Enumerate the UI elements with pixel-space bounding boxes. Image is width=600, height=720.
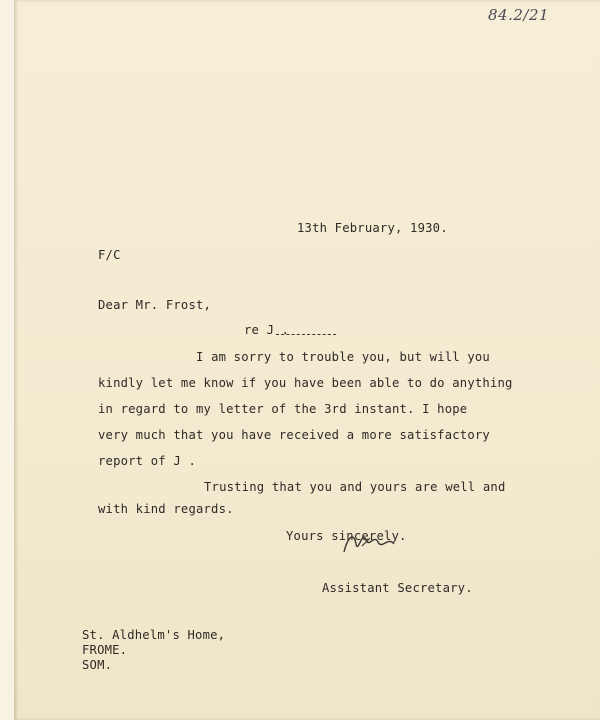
redaction-mark: [276, 333, 336, 335]
address-line-2: FROME.: [82, 643, 128, 657]
subject-line: re J .: [244, 323, 290, 337]
archive-reference-note: 84.2/21: [488, 6, 550, 24]
letter-date: 13th February, 1930.: [297, 221, 448, 235]
body-line-3: in regard to my letter of the 3rd instant. I hope: [98, 402, 468, 416]
file-reference: F/C: [98, 248, 121, 262]
signature-mark: [336, 524, 416, 564]
closing-line-2: with kind regards.: [98, 502, 234, 516]
closing-line-1: Trusting that you and yours are well and: [204, 480, 506, 494]
address-line-1: St. Aldhelm's Home,: [82, 628, 226, 642]
page-edge: [0, 0, 15, 720]
signatory-title: Assistant Secretary.: [322, 581, 473, 595]
salutation: Dear Mr. Frost,: [98, 298, 212, 312]
body-line-2: kindly let me know if you have been able to do anything: [98, 376, 513, 390]
body-line-5: report of J .: [98, 454, 196, 468]
address-line-3: SOM.: [82, 658, 113, 672]
valediction: Yours sincerely.: [286, 529, 407, 543]
body-line-1: I am sorry to trouble you, but will you: [196, 350, 490, 364]
body-line-4: very much that you have received a more satisfactory: [98, 428, 490, 442]
